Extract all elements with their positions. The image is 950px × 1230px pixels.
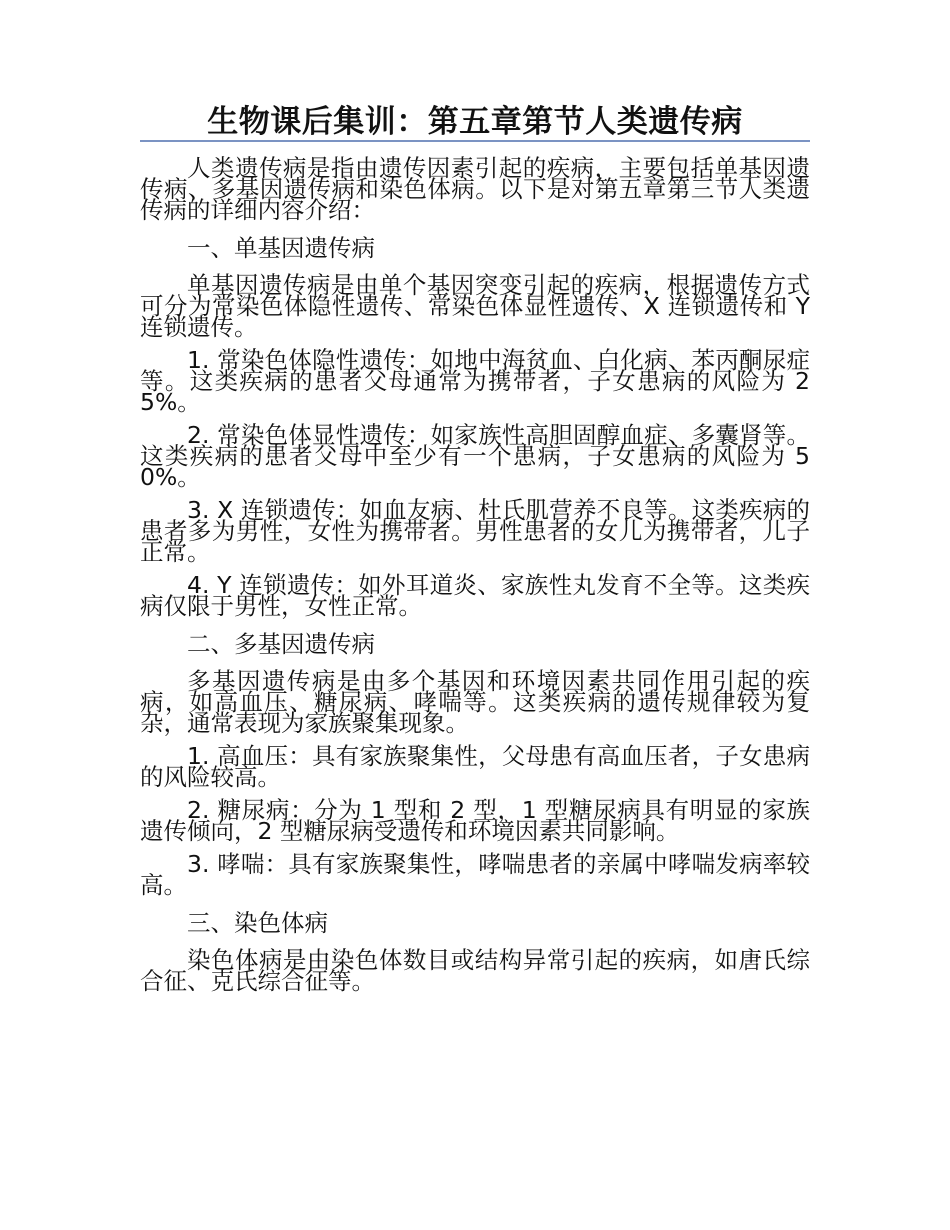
paragraph: 4. Y 连锁遗传：如外耳道炎、家族性丸发育不全等。这类疾病仅限于男性，女性正常。 bbox=[140, 571, 810, 620]
title-underline bbox=[140, 140, 810, 142]
paragraph: 染色体病是由染色体数目或结构异常引起的疾病，如唐氏综合征、克氏综合征等。 bbox=[140, 946, 810, 995]
section-multi-gene bbox=[140, 629, 810, 899]
paragraph: 3. 哮喘：具有家族聚集性，哮喘患者的亲属中哮喘发病率较高。 bbox=[140, 850, 810, 899]
paragraph: 单基因遗传病是由单个基因突变引起的疾病，根据遗传方式可分为常染色体隐性遗传、常染色体显性遗传、X 连锁遗传和 Y 连锁遗传。 bbox=[140, 271, 810, 341]
section-chromosome bbox=[140, 908, 810, 995]
paragraph: 多基因遗传病是由多个基因和环境因素共同作用引起的疾病，如高血压、糖尿病、哮喘等。这类疾病的遗传规律较为复杂，通常表现为家族聚集现象。 bbox=[140, 667, 810, 737]
section-heading: 二、多基因遗传病 bbox=[187, 630, 375, 658]
section-heading: 三、染色体病 bbox=[187, 909, 328, 937]
section-heading: 一、单基因遗传病 bbox=[187, 234, 375, 262]
paragraph: 2. 常染色体显性遗传：如家族性高胆固醇血症、多囊肾等。这类疾病的患者父母中至少有一个患病，子女患病的风险为 50%。 bbox=[140, 421, 810, 491]
paragraph: 3. X 连锁遗传：如血友病、杜氏肌营养不良等。这类疾病的患者多为男性，女性为携带者。男性患者的女儿为携带者，儿子正常。 bbox=[140, 496, 810, 566]
document-title: 生物课后集训：第五章第节人类遗传病 bbox=[207, 104, 743, 140]
paragraph: 2. 糖尿病：分为 1 型和 2 型，1 型糖尿病具有明显的家族遗传倾向，2 型糖尿病受遗传和环境因素共同影响。 bbox=[140, 796, 810, 845]
paragraph: 1. 高血压：具有家族聚集性，父母患有高血压者，子女患病的风险较高。 bbox=[140, 742, 810, 791]
section-single-gene bbox=[140, 233, 810, 620]
intro-paragraph: 人类遗传病是指由遗传因素引起的疾病，主要包括单基因遗传病、多基因遗传病和染色体病。以下是对第五章第三节人类遗传病的详细内容介绍： bbox=[140, 154, 810, 224]
paragraph: 1. 常染色体隐性遗传：如地中海贫血、白化病、苯丙酮尿症等。这类疾病的患者父母通常为携带者，子女患病的风险为 25%。 bbox=[140, 346, 810, 416]
document-body bbox=[140, 154, 810, 1004]
